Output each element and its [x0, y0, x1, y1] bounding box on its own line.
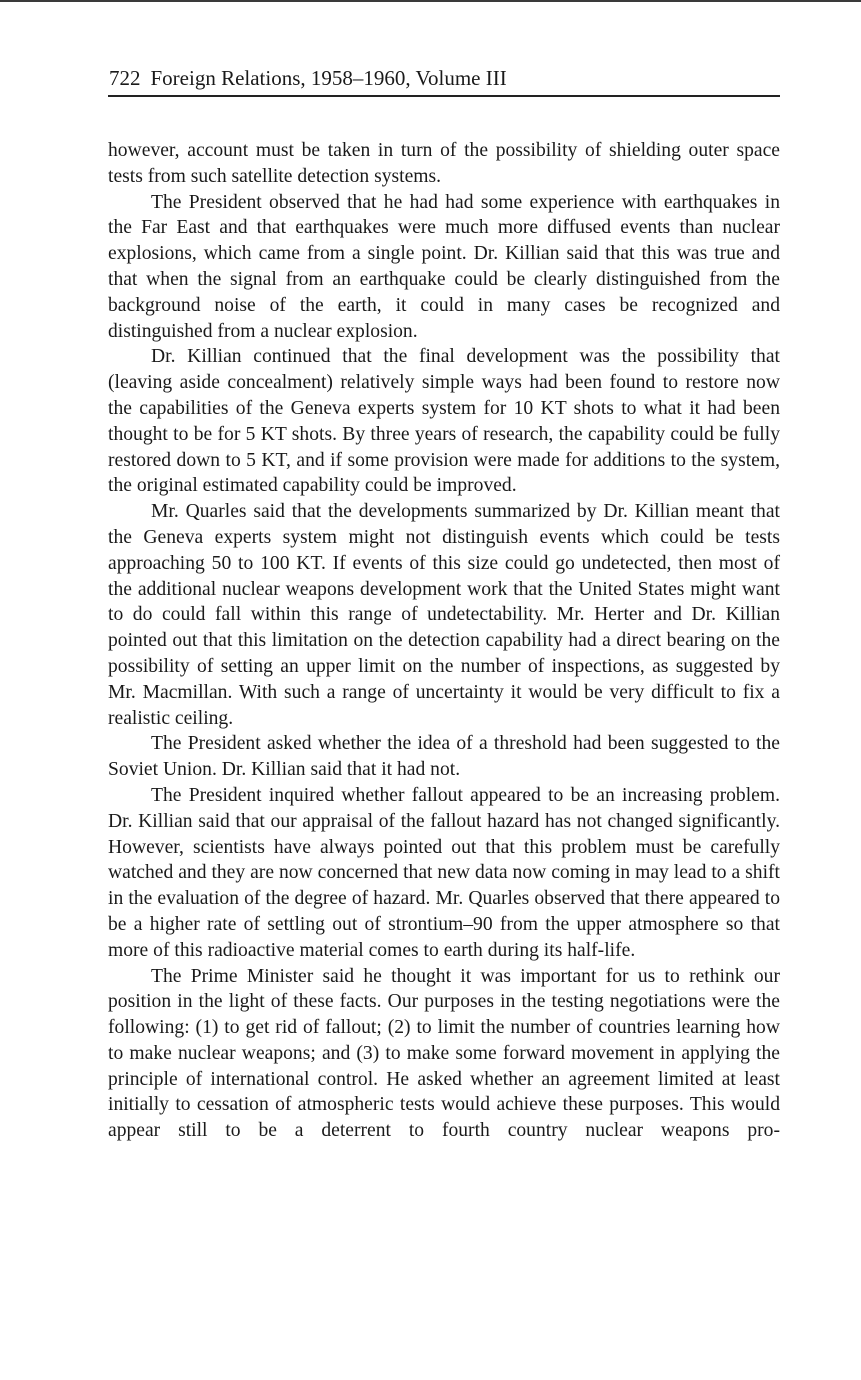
paragraph-7: The Prime Minister said he thought it was important for us to rethink our position in the light of these facts. Our purposes in the testing negotiations were the following: (1) to get rid of fallout; (2) to limit the number of countries learning how to make nuclear weapons; and (3) to make some forward movement in applying the principle of international control. He asked whether an agreement limited at least initially to cessation of atmospheric tests would achieve these purposes. This would appear still to be a deterrent to fourth country nuclear weapons pro-: [108, 965, 780, 1142]
document-page: [108, 64, 780, 1144]
body-text: [108, 138, 780, 1144]
running-head-title: Foreign Relations, 1958–1960, Volume III: [150, 66, 507, 90]
paragraph-5: The President asked whether the idea of a threshold had been suggested to the Soviet Union. Dr. Killian said that it had not.: [108, 733, 780, 781]
paragraph-3: Dr. Killian continued that the final development was the possibility that (leaving aside concealment) relatively simple ways had been found to restore now the capabilities of the Geneva experts system for 10 KT shots to what it had been thought to be for 5 KT shots. By three years of research, the capability could be fully restored down to 5 KT, and if some provision were made for additions to the system, the original estimated capability could be improved.: [108, 346, 780, 497]
running-head: [108, 64, 780, 97]
page-top-border: [0, 0, 861, 2]
paragraph-6: The President inquired whether fallout appeared to be an increasing problem. Dr. Killian said that our appraisal of the fallout hazard has not changed significantly. However, scientists have always pointed out that this problem must be carefully watched and they are now concerned that new data now coming in may lead to a shift in the evaluation of the degree of hazard. Mr. Quarles observed that there appeared to be a higher rate of settling out of strontium–90 from the upper atmosphere so that more of this radioactive material comes to earth during its half-life.: [108, 784, 780, 961]
paragraph-2: The President observed that he had had some experience with earthquakes in the Far East and that earthquakes were much more diffused events than nuclear explosions, which came from a single point. Dr. Killian said that this was true and that when the signal from an earthquake could be clearly distinguished from the background noise of the earth, it could in many cases be recognized and distinguished from a nuclear explosion.: [108, 191, 780, 342]
page-number: 722: [109, 66, 141, 90]
paragraph-4: Mr. Quarles said that the developments summarized by Dr. Killian meant that the Geneva experts system might not distinguish events which could be tests approaching 50 to 100 KT. If events of this size could go undetected, then most of the additional nuclear weapons development work that the United States might want to do could fall within this range of undetectability. Mr. Herter and Dr. Killian pointed out that this limitation on the detection capability had a direct bearing on the possibility of setting an upper limit on the number of inspections, as suggested by Mr. Macmillan. With such a range of uncertainty it would be very difficult to fix a realistic ceiling.: [108, 501, 780, 729]
paragraph-1: however, account must be taken in turn of the possibility of shielding outer space tests from such satellite detection systems.: [108, 140, 780, 187]
